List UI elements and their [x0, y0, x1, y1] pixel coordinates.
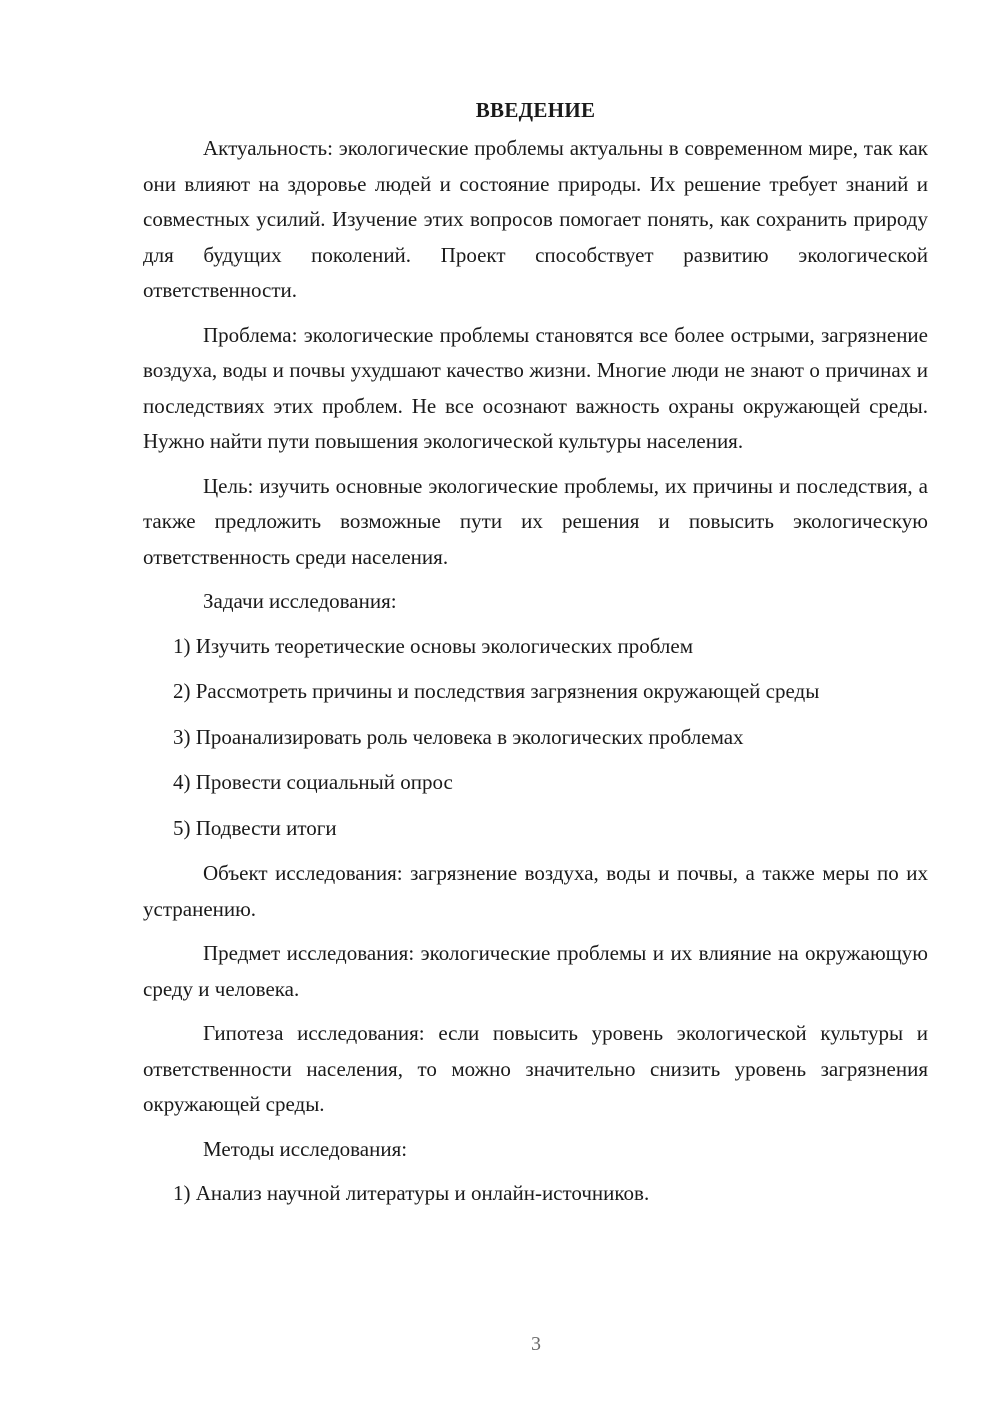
- paragraph-problem: Проблема: экологические проблемы становятся все более острыми, загрязнение воздуха, воды и почвы ухудшают качество жизни. Многие люди не знают о причинах и последствиях этих проблем. Не все осознают важность охраны окружающей среды. Нужно найти пути повышения экологической культуры населения.: [143, 322, 928, 453]
- paragraph-object: Объект исследования: загрязнение воздуха, воды и почвы, а также меры по их устранению.: [143, 861, 928, 921]
- methods-heading: Методы исследования:: [203, 1136, 408, 1161]
- paragraph-goal: Цель: изучить основные экологические проблемы, их причины и последствия, а также предложить возможные пути их решения и повысить экологическую ответственность среди населения.: [143, 473, 928, 569]
- task-item-2: 2) Рассмотреть причины и последствия загрязнения окружающей среды: [173, 679, 820, 703]
- task-item-1: 1) Изучить теоретические основы экологических проблем: [173, 633, 694, 658]
- page-title: ВВЕДЕНИЕ: [475, 98, 596, 122]
- task-item-3: 3) Проанализировать роль человека в экологических проблемах: [173, 724, 744, 749]
- paragraph-hypothesis: Гипотеза исследования: если повысить уровень экологической культуры и ответственности населения, то можно значительно снизить уровень загрязнения окружающей среды.: [143, 1021, 928, 1116]
- method-item-1: 1) Анализ научной литературы и онлайн-источников.: [173, 1181, 650, 1205]
- paragraph-subject: Предмет исследования: экологические проблемы и их влияние на окружающую среду и человека.: [143, 941, 928, 1001]
- task-item-4: 4) Провести социальный опрос: [173, 770, 453, 794]
- page-number: 3: [531, 1333, 541, 1355]
- tasks-heading: Задачи исследования:: [203, 589, 397, 613]
- paragraph-relevance: Актуальность: экологические проблемы актуальны в современном мире, так как они влияют на здоровье людей и состояние природы. Их решение требует знаний и совместных усилий. Изучение этих вопросов помогает понять, как сохранить природу для будущих поколений. Проект способствует развитию экологической ответственности.: [143, 136, 928, 302]
- document-page: [143, 92, 928, 1222]
- task-item-5: 5) Подвести итоги: [173, 815, 337, 840]
